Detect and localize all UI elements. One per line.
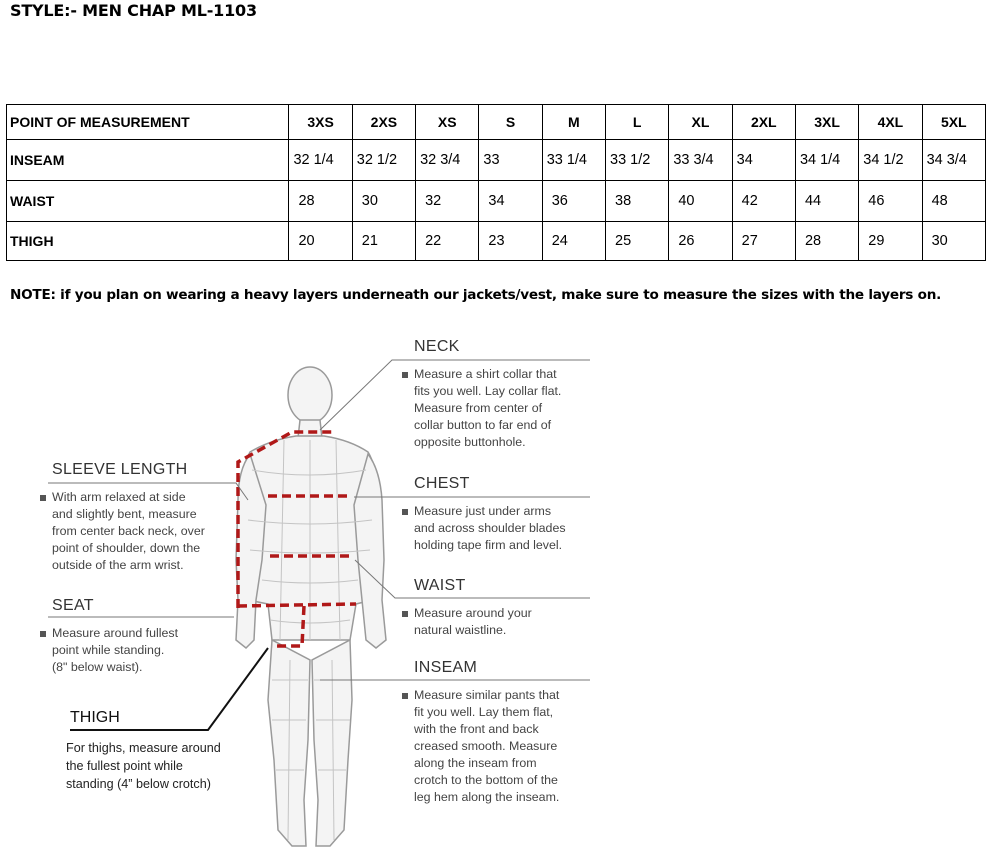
table-cell: 34 1/2 (859, 140, 922, 181)
header-cell: L (606, 105, 669, 140)
chest-title: CHEST (414, 475, 470, 492)
table-cell: 34 (479, 181, 542, 222)
inseam-description: Measure similar pants that fit you well. Lay them flat, with the front and back creased smooth. Measure along the inseam from crotch to the bottom of the leg hem along the inseam. (402, 687, 559, 806)
table-cell: 21 (352, 222, 415, 261)
waist-description: Measure around your natural waistline. (402, 605, 532, 639)
bullet-icon (402, 372, 408, 378)
bullet-icon (40, 631, 46, 637)
table-cell: 42 (732, 181, 795, 222)
table-cell: 32 1/4 (289, 140, 352, 181)
table-cell: 34 1/4 (795, 140, 858, 181)
inseam-title: INSEAM (414, 659, 478, 676)
sleeve-length-description: With arm relaxed at side and slightly bent, measure from center back neck, over point of shoulder, down the outside of the arm wrist. (40, 489, 205, 574)
thigh-description: For thighs, measure around the fullest point while standing (4” below crotch) (66, 741, 221, 791)
style-title: STYLE:- MEN CHAP ML-1103 (10, 1, 257, 20)
table-cell: 28 (289, 181, 352, 222)
table-cell: 30 (352, 181, 415, 222)
thigh-title: THIGH (70, 709, 120, 726)
seat-title: SEAT (52, 597, 94, 614)
header-cell: 4XL (859, 105, 922, 140)
header-cell: 3XL (795, 105, 858, 140)
header-cell: M (542, 105, 605, 140)
table-cell: 33 3/4 (669, 140, 732, 181)
sleeve-length-title: SLEEVE LENGTH (52, 461, 188, 478)
table-cell: 25 (606, 222, 669, 261)
table-cell: 22 (416, 222, 479, 261)
layering-note: NOTE: if you plan on wearing a heavy layers underneath our jackets/vest, make sure to measure the sizes with the layers on. (10, 287, 942, 303)
header-cell: XL (669, 105, 732, 140)
table-cell: 46 (859, 181, 922, 222)
bullet-icon (40, 495, 46, 501)
table-cell: 33 1/2 (606, 140, 669, 181)
bullet-icon (402, 509, 408, 515)
table-cell: 20 (289, 222, 352, 261)
table-cell: 36 (542, 181, 605, 222)
seat-description: Measure around fullest point while standing. (8" below waist). (40, 625, 178, 676)
table-cell: 48 (922, 181, 985, 222)
table-cell: 26 (669, 222, 732, 261)
row-label: WAIST (7, 181, 289, 222)
table-cell: 30 (922, 222, 985, 261)
table-cell: 34 3/4 (922, 140, 985, 181)
neck-description: Measure a shirt collar that fits you well. Lay collar flat. Measure from center of collar button to far end of opposite buttonhole. (402, 366, 561, 451)
row-label: THIGH (7, 222, 289, 261)
table-cell: 32 1/2 (352, 140, 415, 181)
bullet-icon (402, 693, 408, 699)
header-cell: 3XS (289, 105, 352, 140)
bullet-icon (402, 611, 408, 617)
header-cell: POINT OF MEASUREMENT (7, 105, 289, 140)
header-cell: 2XS (352, 105, 415, 140)
header-cell: 5XL (922, 105, 985, 140)
waist-title: WAIST (414, 577, 466, 594)
table-cell: 40 (669, 181, 732, 222)
table-cell: 24 (542, 222, 605, 261)
table-cell: 38 (606, 181, 669, 222)
chest-description: Measure just under arms and across shoulder blades holding tape firm and level. (402, 503, 566, 554)
table-cell: 23 (479, 222, 542, 261)
header-cell: S (479, 105, 542, 140)
neck-title: NECK (414, 338, 460, 355)
table-cell: 34 (732, 140, 795, 181)
row-label: INSEAM (7, 140, 289, 181)
table-cell: 27 (732, 222, 795, 261)
seat-dash (238, 604, 356, 606)
table-cell: 28 (795, 222, 858, 261)
table-cell: 33 1/4 (542, 140, 605, 181)
table-cell: 32 (416, 181, 479, 222)
header-cell: XS (416, 105, 479, 140)
table-cell: 33 (479, 140, 542, 181)
header-cell: 2XL (732, 105, 795, 140)
table-cell: 44 (795, 181, 858, 222)
table-cell: 32 3/4 (416, 140, 479, 181)
table-cell: 29 (859, 222, 922, 261)
